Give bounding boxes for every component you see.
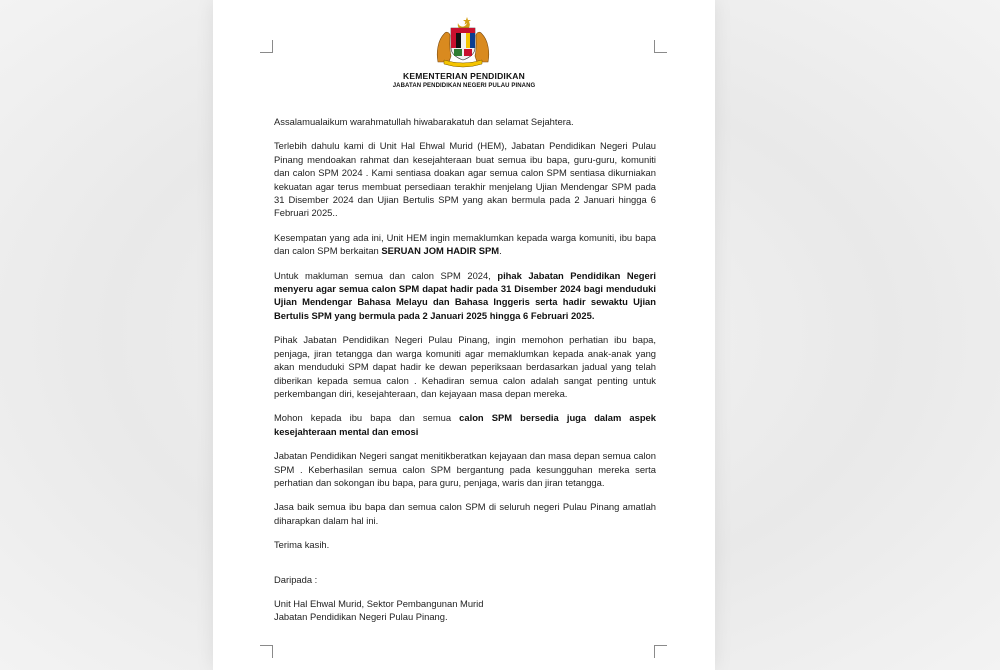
paragraph-4: Pihak Jabatan Pendidikan Negeri Pulau Pinang, ingin memohon perhatian ibu bapa, penjaga, jiran tetangga dan warga komuniti agar memaklumkan kepada anak-anak yang akan menduduki SPM dapat hadir ke dewan peperiksaan berdasarkan jadual yang telah diberikan kepada semua calon . Kehadiran semua calon adalah sangat penting untuk perkembangan diri, kesejahteraan, dan kejayaan masa depan mereka. bbox=[274, 334, 656, 399]
greeting: Assalamualaikum warahmatullah hiwabarakatuh dan selamat Sejahtera. bbox=[274, 116, 574, 127]
paragraph-2-end: . bbox=[499, 245, 502, 257]
document-page bbox=[213, 0, 715, 670]
paragraph-1: Terlebih dahulu kami di Unit Hal Ehwal Murid (HEM), Jabatan Pendidikan Negeri Pulau Pinang mendoakan rahmat dan kesejahteraan buat semua ibu bapa, guru-guru, komuniti dan calon SPM 2024 . Kami sentiasa doakan agar semua calon SPM sentiasa dikurniakan kekuatan agar terus membuat persediaan terakhir menjelang Ujian Mendengar SPM pada 31 Disember 2024 dan Ujian Bertulis SPM yang akan bermula pada 2 Januari hingga 6 Februari 2025.. bbox=[274, 140, 656, 219]
signature-block bbox=[274, 597, 656, 624]
paragraph-3-bold: pihak Jabatan Pendidikan Negeri menyeru agar semua calon SPM dapat hadir pada 31 Disember 2024 bagi menduduki Ujian Mendengar Bahasa Melayu dan Bahasa Inggeris serta hadir sewaktu Ujian Bertulis SPM yang bermula pada 2 Januari 2025 hingga 6 Februari 2025. bbox=[274, 269, 657, 321]
coat-of-arms-logo bbox=[432, 14, 494, 68]
paragraph-3 bbox=[274, 269, 656, 323]
paragraph-5-bold: calon SPM bersedia juga dalam aspek kesejahteraan mental dan emosi bbox=[274, 412, 656, 437]
from-label: Daripada : bbox=[274, 573, 318, 585]
paragraph-2-text: Kesempatan yang ada ini, Unit HEM ingin memaklumkan kepada warga komuniti, ibu bapa dan calon SPM berkaitan bbox=[274, 231, 656, 257]
thanks: Terima kasih. bbox=[274, 539, 330, 551]
paragraph-2 bbox=[274, 231, 656, 258]
department-subtitle: JABATAN PENDIDIKAN NEGERI PULAU PINANG bbox=[392, 83, 536, 89]
crop-mark-top-right bbox=[654, 40, 667, 53]
crop-mark-bottom-right bbox=[654, 645, 667, 658]
crop-mark-bottom-left bbox=[260, 645, 273, 658]
paragraph-6: Jabatan Pendidikan Negeri sangat menitikberatkan kejayaan dan masa depan semua calon SPM . Keberhasilan semua calon SPM bergantung pada kesungguhan mereka serta perhatian dan sokongan ibu bapa, para guru, penjaga, waris dan jiran tetangga. bbox=[274, 450, 656, 488]
paragraph-5-text: Mohon kepada ibu bapa dan semua bbox=[274, 412, 460, 424]
paragraph-3-text: Untuk makluman semua dan calon SPM 2024, bbox=[274, 269, 498, 281]
signature-line-1: Unit Hal Ehwal Murid, Sektor Pembangunan Murid bbox=[274, 597, 484, 609]
letter-body bbox=[274, 115, 656, 624]
paragraph-5 bbox=[274, 411, 656, 438]
crop-mark-top-left bbox=[260, 40, 273, 53]
paragraph-7: Jasa baik semua ibu bapa dan semua calon SPM di seluruh negeri Pulau Pinang amatlah diharapkan dalam hal ini. bbox=[274, 501, 656, 526]
paragraph-2-bold: SERUAN JOM HADIR SPM bbox=[381, 245, 500, 257]
signature-line-2: Jabatan Pendidikan Negeri Pulau Pinang. bbox=[274, 611, 448, 623]
ministry-title: KEMENTERIAN PENDIDIKAN bbox=[403, 71, 525, 81]
